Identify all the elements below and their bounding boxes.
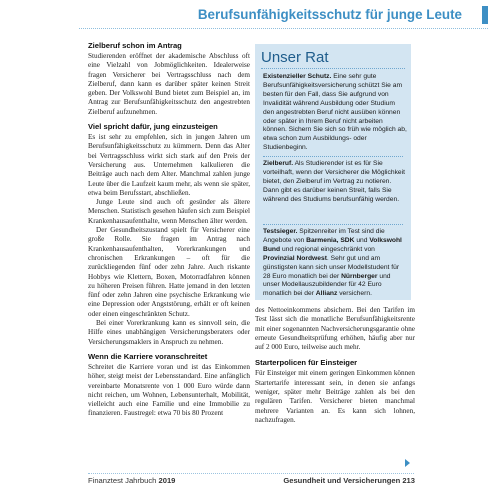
- page-number: 213: [402, 476, 415, 485]
- advice-rule-2: [263, 224, 403, 225]
- advice-box: [255, 44, 411, 300]
- advice-rule-1: [263, 156, 403, 157]
- paragraph-starterpolicen: Für Einsteiger mit einem geringen Einkommen können Startertarife interessant sein, in denen sie anfangs weniger, später mehr Beiträge zahlen als bei den regulären Tarifen. Versicherer bieten manchmal mehrere Varianten an. Es kann sich lohnen, nachzufragen.: [255, 369, 415, 424]
- heading-starterpolicen: Starterpolicen für Einsteiger: [255, 358, 358, 368]
- running-header: [79, 6, 488, 26]
- chapter-tab-marker: [482, 6, 488, 24]
- right-column: [255, 306, 415, 425]
- advice-existenzieller-schutz: Existenzieller Schutz. Eine sehr gute Berufsunfähigkeitsversicherung schützt Sie am besten für den Fall, dass Sie aufgrund von Invalidität während Ausbildung oder Studium den angestrebten Beruf nicht ausüben können oder später in Ihrem Beruf nicht arbeiten können. Sichern Sie sich so früh wie möglich ab, etwa schon zum Ausbildungs- oder Studienbeginn.: [263, 73, 407, 152]
- advice-zielberuf: Zielberuf. Als Studierender ist es für Sie vorteilhaft, wenn der Versicherer die Möglichkeit bietet, den Zielberuf im Vertrag zu notieren. Dann gibt es darüber keinen Streit, falls Sie während des Studiums berufsunfähig werden.: [263, 160, 405, 203]
- heading-zielberuf: Zielberuf schon im Antrag: [88, 41, 182, 50]
- paragraph-jung-4: Bei einer Vorerkrankung kann es sinnvoll sein, die Hilfe eines unabhängigen Versicherungsberaters oder Versicherungsmaklers in Anspruch zu nehmen.: [88, 319, 250, 346]
- paragraph-jung-2: Junge Leute sind auch oft gesünder als ältere Menschen. Statistisch gesehen häufen sich zum Beispiel Krankenhausaufenthalte, wenn Menschen älter werden.: [88, 198, 250, 225]
- left-column: [88, 41, 250, 419]
- advice-box-title: Unser Rat: [261, 49, 329, 66]
- heading-jung-einsteigen: Viel spricht dafür, jung einzusteigen: [88, 122, 218, 132]
- paragraph-zielberuf: Studierenden eröffnet der akademische Abschluss oft eine Vielzahl von Jobmöglichkeiten. Idealerweise fragen Versicherer bei Vertragsschluss nach dem Zielberuf, dann kann es darüber später keinen Streit geben. Der Volkswohl Bund bietet zum Beispiel an, im Antrag zur Berufsunfähigkeitsschutz den angestrebten Zielberuf aufzunehmen.: [88, 52, 250, 116]
- paragraph-jung-3: Der Gesundheitszustand spielt für Versicherer eine große Rolle. Sie fragen im Antrag nach Krankenhausaufenthalten, Vorerkrankungen und chronischen Erkrankungen – oft für die zurückliegenden fünf oder zehn Jahre. Auch riskante Hobbys wie Klettern, Boxen, Motorradfahren können zu höheren Preisen führen. Hatte jemand in den letzten fünf oder zehn Jahren eine psychische Erkrankung wie eine Depression oder Angststörung, erhält er oft keinen oder einen eingeschränkten Schutz.: [88, 226, 250, 318]
- paragraph-karriere: Schreitet die Karriere voran und ist das Einkommen höher, steigt meist der Lebensstandard. Eine anfänglich vereinbarte Monatsrente von 1 000 Euro würde dann nicht reichen, um Wohnen, Lebensunterhalt, Mobilität, vielleicht auch eine Familie und eine Immobilie zu finanzieren. Faustregel: etwa 70 bis 80 Prozent: [88, 362, 250, 418]
- header-rule: [79, 28, 488, 29]
- header-title: Berufsunfähigkeitsschutz für junge Leute: [197, 7, 462, 22]
- paragraph-jung-1: Es ist sehr zu empfehlen, sich in jungen Jahren um Berufsunfähigkeitsschutz zu kümmern. Denn das Alter bei Vertragsschluss wirkt sich stark auf den Preis der Versicherung aus. Unternehmen kalkulieren die Beiträge auch nach dem Alter. Manchmal zahlen junge Leute über die Laufzeit kaum mehr, als wenn sie später, etwa beim Berufsstart, abschließen.: [88, 133, 250, 197]
- footer-section: Gesundheit und Versicherungen 213: [283, 476, 415, 485]
- footer-publication: Finanztest Jahrbuch 2019: [88, 476, 176, 485]
- advice-title-rule: [261, 68, 405, 69]
- paragraph-nettoeinkommen: des Nettoeinkommens absichern. Bei den Tarifen im Test lässt sich die monatliche Berufsunfähigkeitsrente mit einer sogenannten Nachversicherungsgarantie ohne erneute Gesundheitsprüfung erhöhen, häufig aber nur auf 2 000 Euro, teilweise auch mehr.: [255, 306, 415, 352]
- footer-rule: [88, 473, 414, 474]
- heading-karriere: Wenn die Karriere voranschreitet: [88, 351, 208, 361]
- advice-testsieger: Testsieger. Spitzenreiter im Test sind die Angebote von Barmenia, SDK und Volkswohl Bund und regional eingeschränkt von Provinzial Nordwest. Sehr gut und am günstigsten kann sich unser Modellstudent für 28 Euro monatlich bei der Nürnberger und unser Modellauszubildender für 42 Euro monatlich bei der Allianz versichern.: [263, 228, 402, 298]
- continue-arrow-icon: [405, 459, 410, 467]
